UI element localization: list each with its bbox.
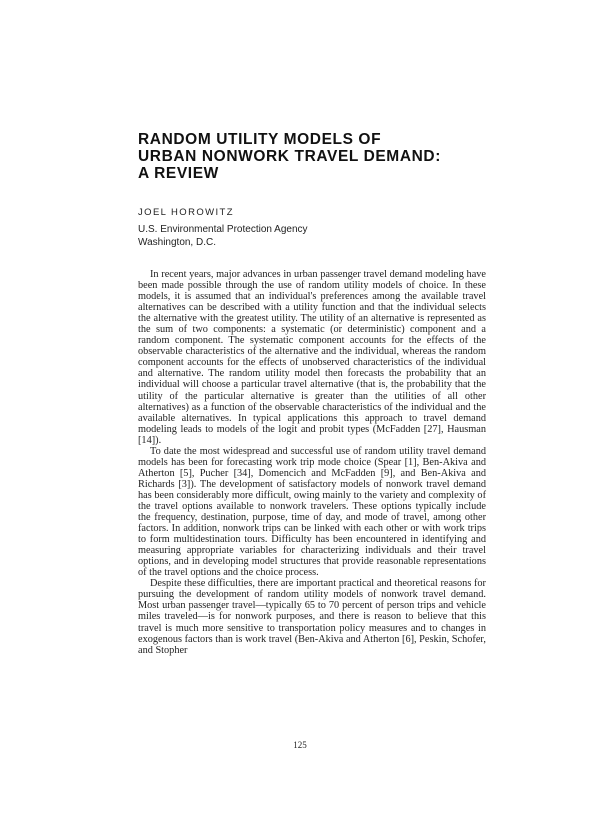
title-line-1: RANDOM UTILITY MODELS OF	[138, 131, 382, 148]
title-line-2: URBAN NONWORK TRAVEL DEMAND:	[138, 148, 441, 165]
affiliation-line-1: U.S. Environmental Protection Agency	[138, 224, 308, 235]
paragraph-3: Despite these difficulties, there are important practical and theoretical reasons for pursuing the development of random utility models of nonwork travel demand. Most urban passenger travel—typically 65 to 70 percent of person trips and vehicle miles traveled—is for nonwork purposes, and there is reason to believe that this travel is much more sensitive to transportation policy measures and to changes in exogenous factors than is work travel (Ben-Akiva and Atherton [6], Peskin, Schofer, and Stopher	[138, 578, 486, 656]
page-number: 125	[293, 740, 307, 750]
author-affiliation	[138, 223, 308, 249]
title-line-3: A REVIEW	[138, 165, 219, 182]
affiliation-line-2: Washington, D.C.	[138, 237, 216, 248]
article-body	[138, 269, 486, 656]
paragraph-1: In recent years, major advances in urban passenger travel demand modeling have been made possible through the use of random utility models of choice. In these models, it is assumed that an individual's preferences among the available travel alternatives can be described with a utility function and that the individual selects the alternative with the greatest utility. The utility of an alternative is represented as the sum of two components: a systematic (or deterministic) component and a random component. The systematic component accounts for the effects of the observable characteristics of the alternative and the individual, whereas the random component accounts for the effects of unobserved characteristics of the individual and alternative. The random utility model then forecasts the probability that an individual will choose a particular travel alternative (that is, the probability that the utility of the particular alternative is greater than the utilities of all other alternatives) as a function of the observable characteristics of the individual and the available alternatives. In typical applications this approach to travel demand modeling leads to models of the logit and probit types (McFadden [27], Hausman [14]).	[138, 269, 486, 446]
author-name: JOEL HOROWITZ	[138, 207, 234, 218]
article-title	[138, 131, 478, 182]
paragraph-2: To date the most widespread and successful use of random utility travel demand models has been for forecasting work trip mode choice (Spear [1], Ben-Akiva and Atherton [5], Pucher [34], Domencich and McFadden [9], and Ben-Akiva and Richards [3]). The development of satisfactory models of nonwork travel demand has been considerably more difficult, owing mainly to the variety and complexity of the travel options available to nonwork travelers. These options typically include the frequency, destination, purpose, time of day, and mode of travel, among other factors. In addition, nonwork trips can be linked with each other or with work trips to form multidestination tours. Difficulty has been encountered in identifying and measuring appropriate variables for characterizing individuals and their travel options, and in developing model structures that provide reasonable representations of the travel options and the choice process.	[138, 445, 486, 579]
